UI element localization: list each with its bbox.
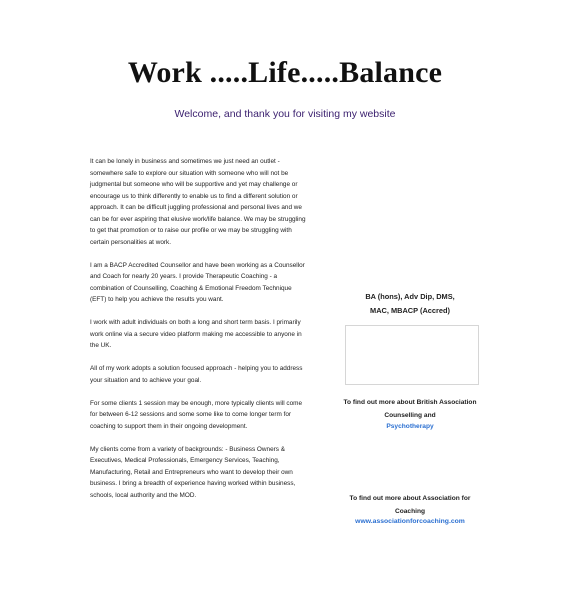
online-work-paragraph: I work with adult individuals on both a long and short term basis. I primarily work online via a secure video platform making me accessible to anyone in the UK.	[90, 319, 302, 349]
bacp-link[interactable]: Psychotherapy	[386, 423, 434, 430]
main-content	[90, 156, 308, 513]
intro-paragraph: It can be lonely in business and sometimes we just need an outlet - somewhere safe to explore our situation with someone who will not be judgmental but someone who will be supportive and yet may challenge or encourage us to think differently to enable us to find a different solution or approach. It can be difficult juggling professional and personal lives and we can be for ever aspiring that elusive work/life balance. We may be struggling to get that promotion or to raise our profile or we may be struggling with certain personalities at work.	[90, 158, 306, 246]
bacp-info-text: To find out more about British Association Counselling and	[343, 399, 477, 419]
approach-paragraph: All of my work adopts a solution focused approach - helping you to address your situation and to achieve your goal.	[90, 365, 303, 384]
clients-paragraph: My clients come from a variety of backgrounds: - Business Owners & Executives, Medical Professionals, Emergency Services, Teaching, Manufacturing, Retail and Entrepreneurs who want to develop their own business. I bring a breadth of experience having worked within business, schools, local authority and the MOD.	[90, 445, 296, 499]
qualifications-block	[340, 290, 480, 318]
sessions-paragraph: For some clients 1 session may be enough, more typically clients will come for between 6-12 sessions and some some like to come longer term for coaching to support them in their ongoing development.	[90, 399, 303, 430]
qualifications-line-1: BA (hons), Adv Dip, DMS,	[365, 292, 455, 301]
logo-image-placeholder	[345, 325, 479, 385]
credentials-paragraph: I am a BACP Accredited Counsellor and have been working as a Counsellor and Coach for nearly 20 years. I provide Therapeutic Coaching - a combination of Counselling, Coaching & Emotional Freedom Technique (EFT) to help you achieve the results you want.	[90, 261, 305, 303]
aoc-info-text: To find out more about Association for Coaching	[349, 495, 471, 515]
page-title: Work .....Life.....Balance	[127, 56, 443, 89]
welcome-subtitle: Welcome, and thank you for visiting my website	[174, 108, 396, 120]
aoc-link[interactable]: www.associationforcoaching.com	[355, 518, 465, 525]
qualifications-line-2: MAC, MBACP (Accred)	[370, 306, 450, 315]
